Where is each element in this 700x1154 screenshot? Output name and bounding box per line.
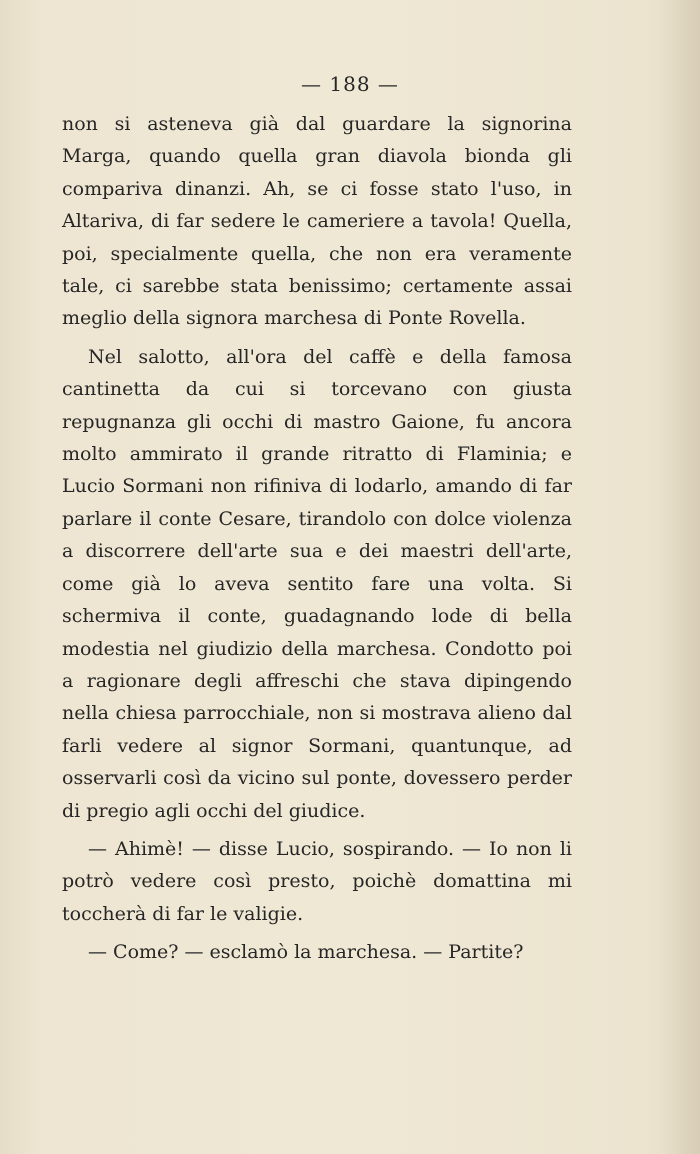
- page-number: — 188 —: [301, 72, 399, 96]
- page-edge-shadow: [660, 0, 700, 1154]
- page-body: [62, 108, 572, 975]
- paragraph-2: Nel salotto, all'ora del caffè e della famosa cantinetta da cui si torcevano con giusta repugnanza gli occhi di mastro Gaione, fu ancora molto ammirato il grande ritratto di Flaminia; e Lucio Sormani non rifiniva di lodarlo, amando di far parlare il conte Cesare, tirandolo con dolce violenza a discorrere dell'arte sua e dei maestri dell'arte, come già lo aveva sentito fare una volta. Si schermiva il conte, guadagnando lode di bella modestia nel giudizio della marchesa. Condotto poi a ragionare degli affreschi che stava dipingendo nella chiesa parrocchiale, non si mostrava alieno dal farli vedere al signor Sormani, quantunque, ad osservarli così da vicino sul ponte, dovessero perder di pregio agli occhi del giudice.: [62, 345, 572, 822]
- paragraph-1: non si asteneva già dal guardare la signorina Marga, quando quella gran diavola bionda gli compariva dinanzi. Ah, se ci fosse stato l'uso, in Altariva, di far sedere le cameriere a tavola! Quella, poi, specialmente quella, che non era veramente tale, ci sarebbe stata benissimo; certamente assai meglio della signora marchesa di Ponte Rovella.: [62, 113, 572, 330]
- paragraph-3: — Ahimè! — disse Lucio, sospirando. — Io non li potrò vedere così presto, poichè domattina mi toccherà di far le valigie.: [62, 837, 572, 925]
- paragraph-4: — Come? — esclamò la marchesa. — Partite?: [88, 941, 524, 964]
